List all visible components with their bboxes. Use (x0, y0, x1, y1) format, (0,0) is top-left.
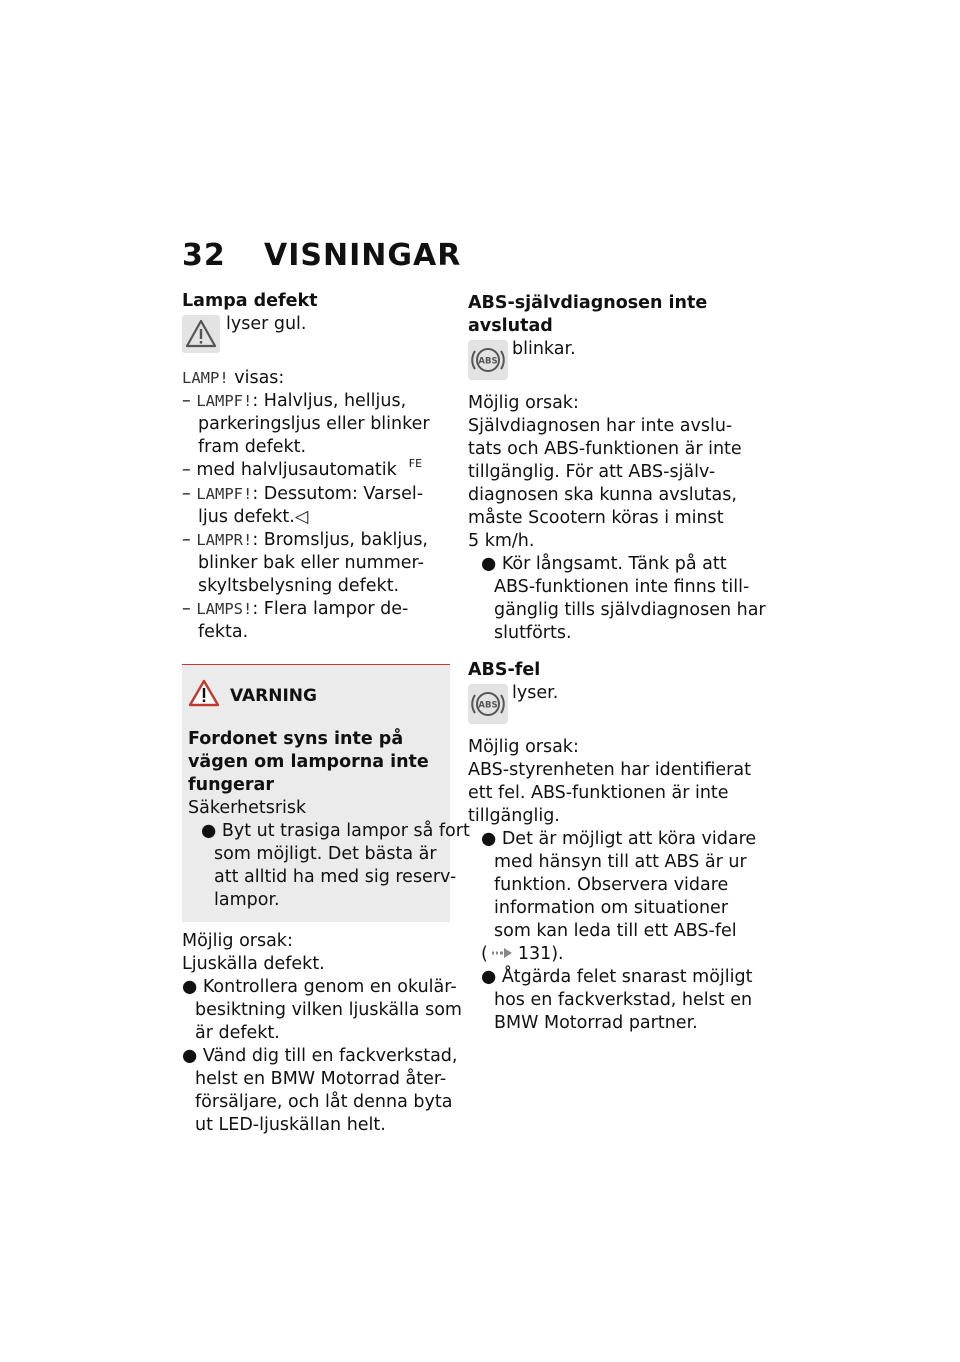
cause-label: Möjlig orsak: (468, 737, 579, 757)
action-bullet-line: är defekt. (195, 1023, 280, 1043)
lamp-indicator-text: lyser gul. (226, 314, 307, 334)
lamp-item-cont: blinker bak eller nummer- (198, 553, 424, 573)
abs-diagnosis-bullet-line: ● Kör långsamt. Tänk på att (481, 554, 727, 574)
warning-bullet (188, 820, 470, 912)
abs-diagnosis-cause-line: diagnosen ska kunna avslutas, (468, 485, 737, 505)
svg-text:ABS: ABS (478, 356, 498, 367)
action-bullet-line: försäljare, och låt denna byta (195, 1092, 453, 1112)
abs-fault-bullet-line: BMW Motorrad partner. (494, 1013, 698, 1033)
cause-label: Möjlig orsak: (468, 393, 579, 413)
lamp-display-line: LAMP! visas: (182, 368, 285, 388)
action-bullet-line: ● Kontrollera genom en okulär- (182, 977, 457, 997)
page-number: 32 (182, 238, 226, 273)
abs-diagnosis-bullet-line: ABS-funktionen inte finns till- (494, 577, 750, 597)
warning-box (182, 664, 470, 922)
warning-subtitle-line: Fordonet syns inte på (188, 729, 404, 749)
lamp-indicator-row (182, 313, 450, 359)
lamp-item: – LAMPS!: Flera lampor de- fekta. (182, 598, 450, 644)
abs-fault-cause-line: ABS-styrenheten har identifierat (468, 760, 751, 780)
action-bullet (182, 1045, 458, 1137)
lamp-item-cont: ljus defekt.◁ (198, 507, 309, 527)
abs-diagnosis-cause-line: 5 km/h. (468, 531, 535, 551)
abs-diagnosis-bullet-line: slutförts. (494, 623, 572, 643)
warning-bullet-line: att alltid ha med sig reserv- (214, 867, 457, 887)
svg-text:ABS: ABS (478, 700, 498, 711)
warning-risk: Säkerhetsrisk (188, 798, 307, 818)
abs-fault-cause-line: ett fel. ABS-funktionen är inte (468, 783, 729, 803)
lamp-item-text: med halvljusautomatik (196, 460, 397, 480)
abs-icon (468, 340, 508, 380)
abs-diagnosis-cause-line: tats och ABS-funktionen är inte (468, 439, 742, 459)
lamp-item-cont: fram defekt. (198, 437, 307, 457)
abs-diagnosis-indicator-row (468, 338, 740, 384)
arrow-right-icon (492, 943, 514, 966)
abs-fault-heading: ABS-fel (468, 660, 541, 680)
lamp-item-cont: parkeringsljus eller blinker (198, 414, 430, 434)
abs-fault-cause (468, 759, 751, 828)
action-bullets (182, 976, 462, 1137)
left-column (182, 290, 470, 1137)
abs-diagnosis-heading-line: ABS-självdiagnosen inte (468, 293, 708, 313)
action-bullet-line: besiktning vilken ljuskälla som (195, 1000, 462, 1020)
page-header (182, 238, 461, 273)
abs-diagnosis-indicator-text: blinkar. (512, 339, 576, 359)
warning-triangle-icon (188, 679, 220, 714)
abs-fault-bullet-line: funktion. Observera vidare (494, 875, 729, 895)
warning-subtitle (188, 728, 444, 797)
lamp-item-text: : Bromsljus, bakljus, (252, 530, 428, 550)
abs-diagnosis-heading (468, 292, 740, 338)
abs-fault-cause-line: tillgänglig. (468, 806, 560, 826)
lamp-item: – LAMPR!: Bromsljus, bakljus, blinker bak eller nummer- skyltsbelysning defekt. (182, 529, 450, 598)
warning-subtitle-line: vägen om lamporna inte (188, 752, 429, 772)
abs-diagnosis-cause-line: måste Scootern köras i minst (468, 508, 724, 528)
action-bullet (182, 976, 462, 1045)
abs-fault-indicator-row (468, 682, 740, 728)
warning-subtitle-line: fungerar (188, 775, 274, 795)
abs-fault-bullet-line: med hänsyn till att ABS är ur (494, 852, 747, 872)
abs-diagnosis-bullet-line: gänglig tills självdiagnosen har (494, 600, 766, 620)
lamp-item-cont: skyltsbelysning defekt. (198, 576, 400, 596)
warning-triangle-icon (182, 315, 220, 353)
abs-fault-bullet-line: hos en fackverkstad, helst en (494, 990, 753, 1010)
warning-bullet-line: lampor. (214, 890, 280, 910)
footnote-mark: FE (408, 457, 423, 470)
abs-diagnosis-bullet (468, 553, 766, 645)
action-bullet-line: ● Vänd dig till en fackverkstad, (182, 1046, 458, 1066)
right-column (468, 292, 766, 1035)
lamp-item: – LAMPF!: Halvljus, helljus, parkeringsljus eller blinker fram defekt. (182, 390, 450, 459)
lamp-code: LAMPS! (196, 600, 253, 618)
lamp-item-text: : Dessutom: Varsel- (252, 484, 424, 504)
abs-diagnosis-cause-line: Självdiagnosen har inte avslu- (468, 416, 733, 436)
cause-label: Möjlig orsak: (182, 931, 293, 951)
abs-fault-bullet-line: ● Det är möjligt att köra vidare (481, 829, 757, 849)
abs-diagnosis-heading-line: avslutad (468, 316, 553, 336)
page-title: VISNINGAR (264, 238, 462, 273)
lamp-items-list (182, 390, 450, 644)
lamp-code: LAMPF! (196, 392, 253, 410)
lamp-item-text: : Flera lampor de- (252, 599, 409, 619)
warning-bullet-line: som möjligt. Det bästa är (214, 844, 437, 864)
lamp-display-code: LAMP! (182, 369, 229, 387)
cause-text: Ljuskälla defekt. (182, 954, 325, 974)
lamp-item-text: : Halvljus, helljus, (252, 391, 407, 411)
abs-diagnosis-cause (468, 415, 740, 553)
abs-icon (468, 684, 508, 724)
abs-fault-indicator-text: lyser. (512, 683, 559, 703)
abs-fault-bullet-line: information om situationer (494, 898, 729, 918)
abs-diagnosis-cause-line: tillgänglig. För att ABS-själv- (468, 462, 716, 482)
abs-fault-bullet-line: ● Åtgärda felet snarast möjligt (481, 967, 753, 987)
warning-bullet-line: ● Byt ut trasiga lampor så fort (201, 821, 470, 841)
lamp-item-cont: fekta. (198, 622, 249, 642)
warning-title: VARNING (188, 679, 444, 714)
lamp-code: LAMPF! (196, 485, 253, 503)
lamp-code: LAMPR! (196, 531, 253, 549)
abs-fault-bullet (468, 966, 753, 1035)
action-bullet-line: helst en BMW Motorrad åter- (195, 1069, 447, 1089)
abs-fault-bullet-line: som kan leda till ett ABS-fel (494, 921, 737, 941)
abs-fault-bullet (468, 828, 757, 943)
lamp-item: – LAMPF!: Dessutom: Varsel- ljus defekt.◁ (182, 483, 450, 529)
lamp-item: – med halvljusautomatik $^{FE}$ (182, 457, 423, 480)
lamp-heading: Lampa defekt (182, 291, 318, 311)
action-bullet-line: ut LED-ljuskällan helt. (195, 1115, 386, 1135)
page-reference[interactable]: ( 131). (481, 944, 564, 964)
